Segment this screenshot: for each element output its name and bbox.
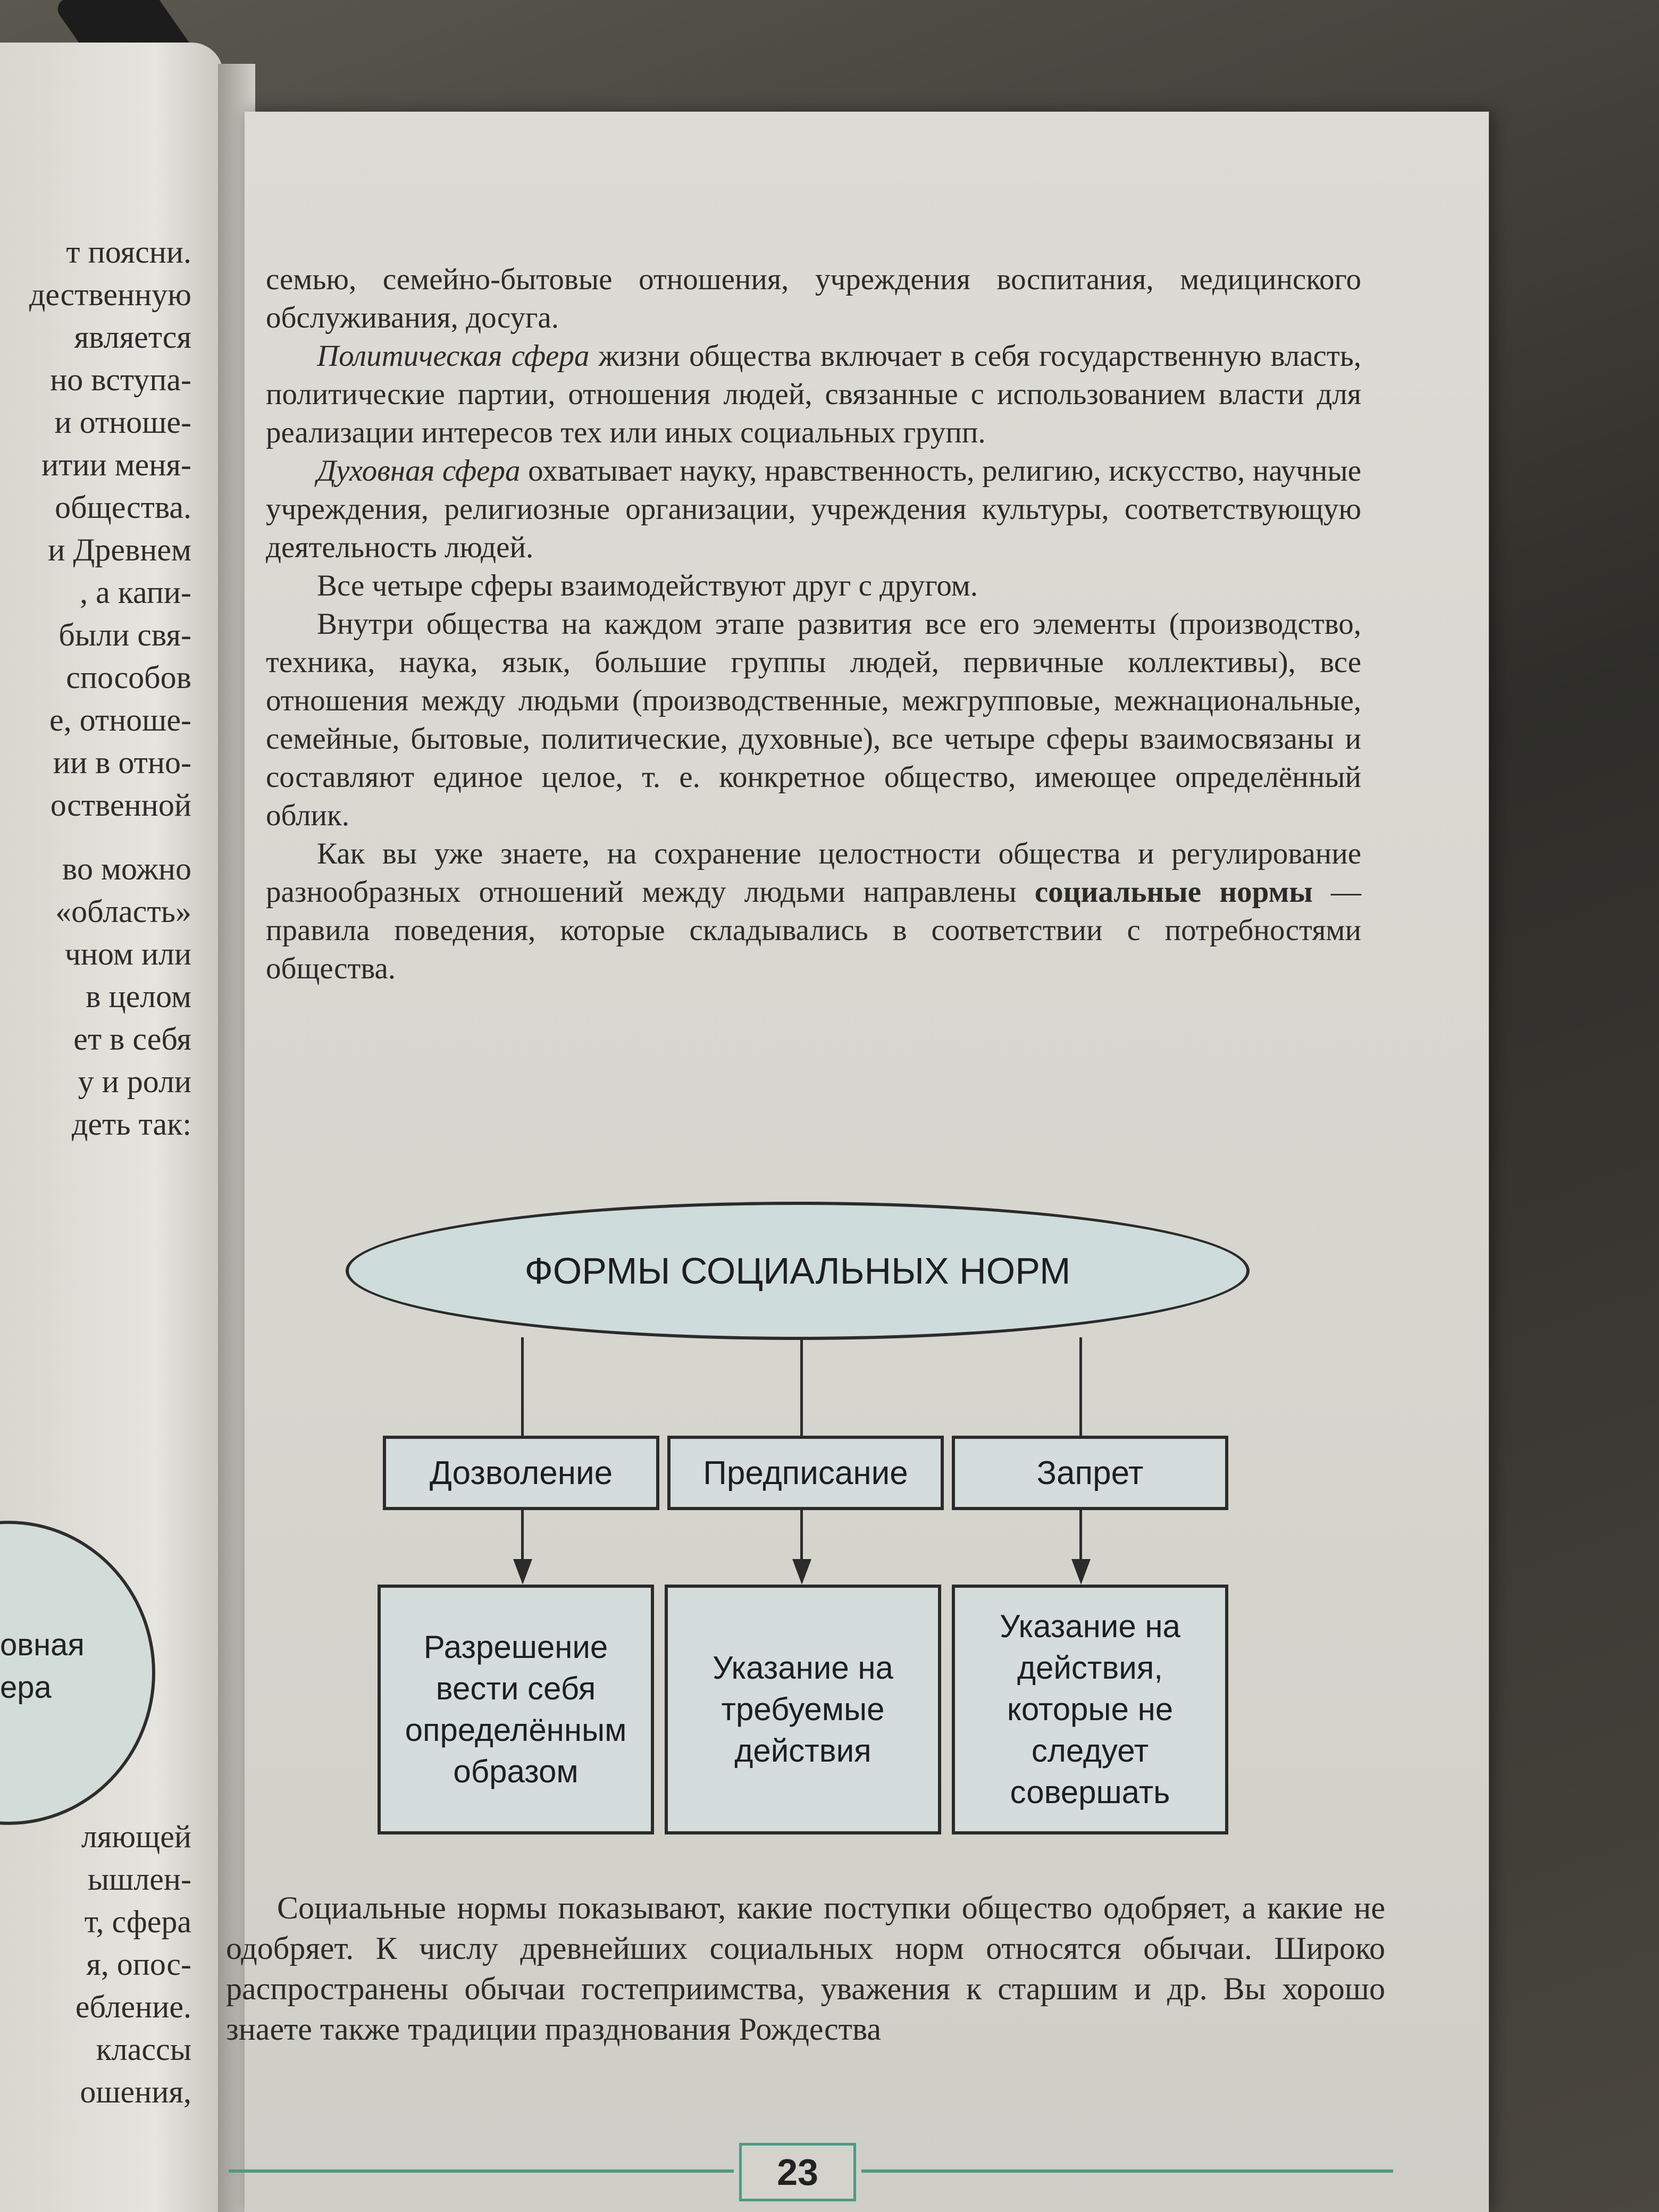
connector-line <box>1079 1337 1082 1438</box>
left-page-line: и Древнем <box>48 532 191 567</box>
paragraph <box>266 835 1361 988</box>
arrow-down-icon <box>513 1559 532 1585</box>
paragraph-text: Внутри общества на каждом этапе развития все его элементы (производство, техника, наука, язык, большие группы людей, первичные коллективы), все отношения между людьми (производственные, межгрупповые, межнациональные, семейные, бытовые, политические, духовные), все четыре сферы взаимосвязаны и составляют единое целое, т. е. конкретное общество, имеющее определённый облик. <box>266 607 1361 832</box>
left-page-line: у и роли <box>78 1064 191 1099</box>
left-page-line: «область» <box>55 894 191 929</box>
paragraph-text: семью, семейно-бытовые отношения, учреждения воспитания, медицинского обслуживания, досуга. <box>266 263 1361 334</box>
left-page <box>0 43 223 2212</box>
connector-line <box>800 1337 803 1438</box>
main-text-top <box>266 261 1361 988</box>
paragraph-text: жизни общества включает в себя государственную власть, политические партии, отношения людей, связанные с использованием власти для реализации интересов тех или иных социальных групп. <box>266 339 1362 449</box>
paragraph-text: Как вы уже знаете, на сохранение целостности общества и регулирование разнообразных отношений между людьми направлены <box>266 837 1361 909</box>
page-number: 23 <box>739 2143 856 2201</box>
left-page-line: ебление. <box>75 1989 191 2024</box>
social-norms-diagram <box>346 1202 1250 1840</box>
left-circle-line: овная <box>0 1628 85 1662</box>
left-page-line: т, сфера <box>84 1904 191 1939</box>
header-prohibition: Запрет <box>952 1436 1228 1510</box>
body-permission: Разрешение вести себя определённым образом <box>378 1585 654 1834</box>
left-page-line: деть так: <box>71 1107 191 1142</box>
footer-rule-right <box>861 2169 1393 2173</box>
footer-rule-left <box>229 2169 734 2173</box>
left-page-line: чном или <box>64 936 191 971</box>
left-page-line: были свя- <box>58 617 191 652</box>
diagram-title: ФОРМЫ СОЦИАЛЬНЫХ НОРМ <box>346 1202 1250 1340</box>
left-page-line: т поясни. <box>66 234 191 270</box>
paragraph <box>266 337 1361 452</box>
left-page-line: классы <box>96 2032 191 2067</box>
left-page-line: ошения, <box>80 2074 191 2109</box>
bottom-paragraph: Социальные нормы показывают, какие поступки общество одобряет, а какие не одобряет. К числу древнейших социальных норм относятся обычаи. Широко распространены обычаи гостеприимства, уважения к старшим и др. Вы хорошо знаете также традиции празднования Рождества <box>226 1890 1385 2047</box>
paragraph-text: — правила поведения, которые складывались в соответствии с потребностями общества. <box>266 875 1361 985</box>
left-page-line: ышлен- <box>87 1862 191 1897</box>
left-page-line: во можно <box>62 851 191 886</box>
left-page-line: ии в отно- <box>53 745 191 780</box>
arrow-down-icon <box>1071 1559 1091 1585</box>
left-page-line: дественную <box>29 277 191 312</box>
left-circle-line: ера <box>0 1670 52 1705</box>
connector-line <box>521 1337 524 1438</box>
paragraph <box>266 605 1361 835</box>
paragraph <box>266 452 1361 567</box>
left-page-line: способов <box>66 660 191 695</box>
arrow-shaft <box>800 1510 803 1561</box>
left-page-line: и отноше- <box>54 405 191 440</box>
header-prescription: Предписание <box>667 1436 944 1510</box>
left-page-line: но вступа- <box>50 362 191 397</box>
left-page-line: является <box>74 320 191 355</box>
left-page-line: , а капи- <box>80 575 191 610</box>
header-permission: Дозволение <box>383 1436 659 1510</box>
paragraph <box>266 567 1361 605</box>
left-page-line: итии меня- <box>41 447 191 482</box>
arrow-shaft <box>1079 1510 1082 1561</box>
left-page-line: общества. <box>55 490 191 525</box>
arrow-shaft <box>521 1510 524 1561</box>
left-page-line: я, опос- <box>86 1947 191 1982</box>
bold-term: социальные нормы <box>1034 875 1313 909</box>
italic-term: Политическая сфера <box>317 339 590 373</box>
left-page-line: в целом <box>86 979 191 1014</box>
paragraph-text: охватывает науку, нравственность, религию, искусство, научные учреждения, религиозные организации, учреждения культуры, соответствующую деятельность людей. <box>266 454 1361 564</box>
left-page-line: е, отноше- <box>49 702 191 738</box>
italic-term: Духовная сфера <box>317 454 521 488</box>
arrow-down-icon <box>792 1559 811 1585</box>
left-page-line: оственной <box>50 787 191 823</box>
left-page-line: ет в себя <box>73 1021 191 1057</box>
body-prescription: Указание на требуемые действия <box>665 1585 941 1834</box>
left-page-line: ляющей <box>81 1819 191 1854</box>
paragraph-text: Все четыре сферы взаимодействуют друг с другом. <box>317 569 978 602</box>
paragraph <box>266 261 1361 337</box>
body-prohibition: Указание на действия, которые не следует совершать <box>952 1585 1228 1834</box>
